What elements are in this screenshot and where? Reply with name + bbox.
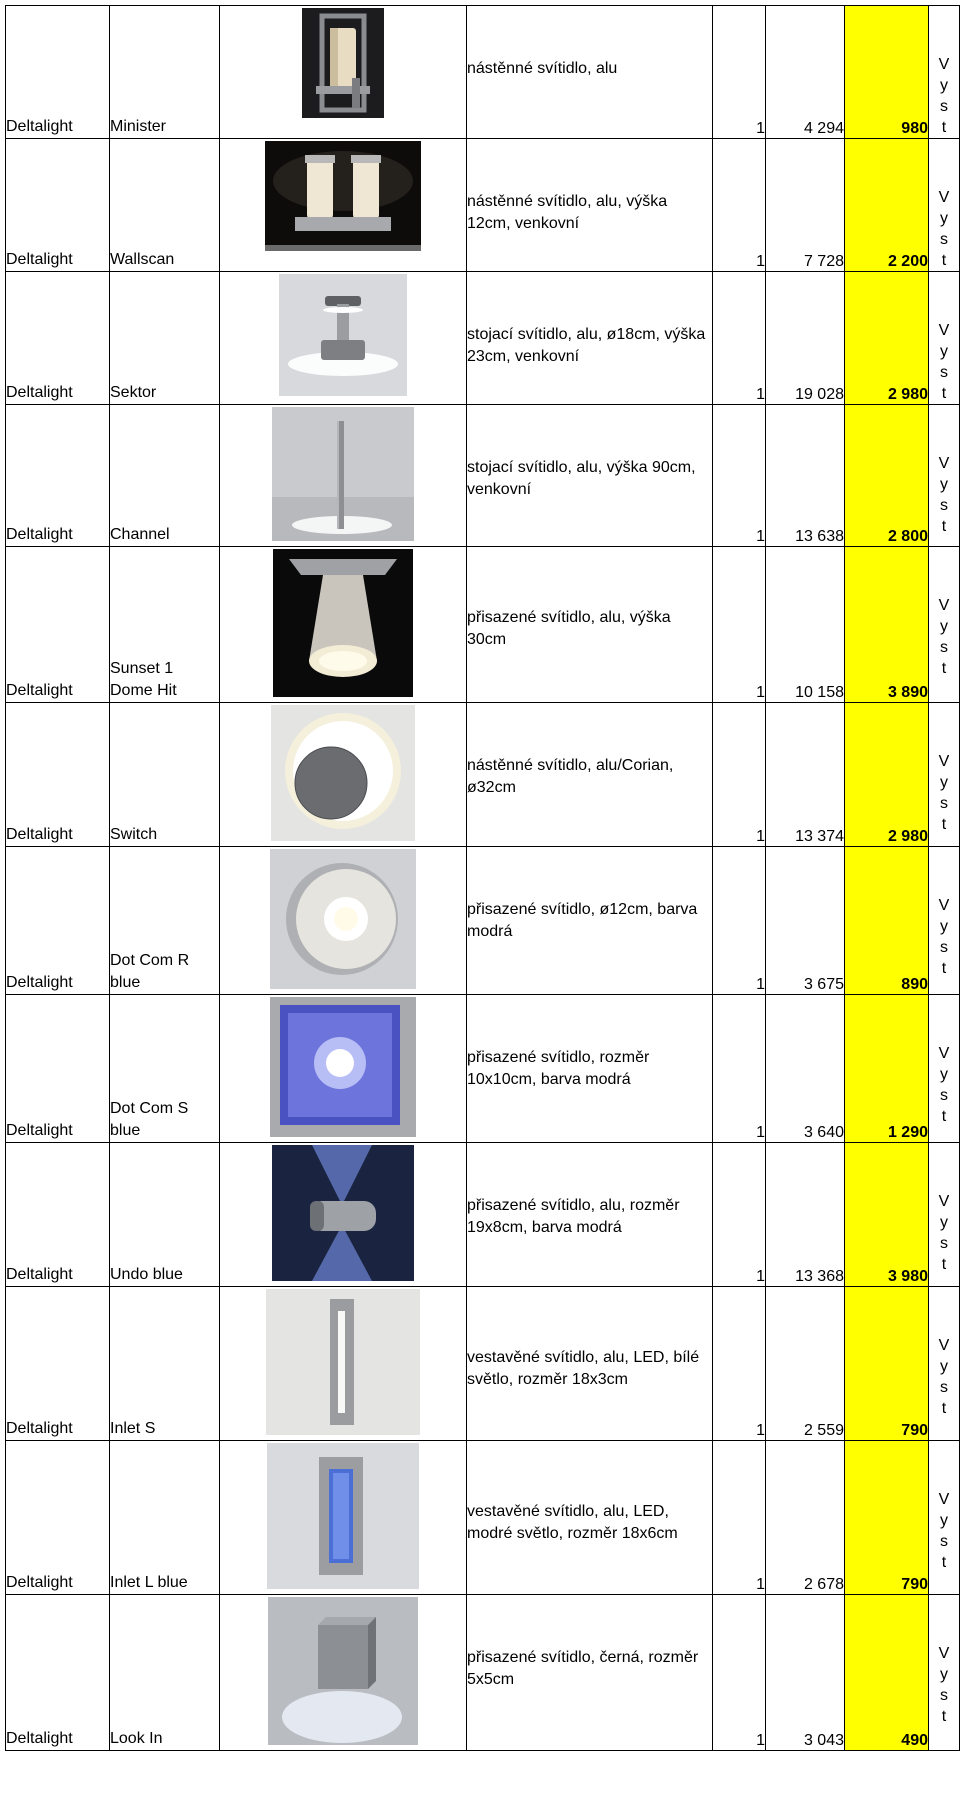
quantity-value: 1: [756, 1576, 765, 1593]
model-label: Wallscan: [110, 251, 175, 268]
availability-label: Vyst: [938, 597, 950, 677]
product-photo: [266, 1289, 420, 1435]
model-cell: [110, 1143, 220, 1287]
list-price-value: 3 675: [803, 976, 844, 993]
description-text: nástěnné svítidlo, alu: [467, 60, 618, 77]
list-price-cell: [766, 1441, 845, 1595]
price-list-table: [5, 5, 960, 1751]
product-photo-cell: [220, 139, 467, 272]
availability-label: Vyst: [938, 753, 950, 833]
availability-cell: [929, 703, 960, 847]
brand-cell: [6, 847, 110, 995]
product-photo: [265, 141, 421, 251]
model-cell: [110, 1441, 220, 1595]
list-price-value: 2 678: [803, 1576, 844, 1593]
brand-label: Deltalight: [6, 118, 73, 135]
quantity-cell: [713, 272, 766, 405]
list-price-value: 19 028: [795, 386, 844, 403]
model-cell: [110, 1287, 220, 1441]
description-cell: [467, 272, 713, 405]
quantity-cell: [713, 6, 766, 139]
model-label: Dome Hit: [110, 682, 177, 699]
description-text: vestavěné svítidlo, alu, LED, bílé světlo, rozměr 18x3cm: [467, 1349, 700, 1388]
product-photo-cell: [220, 1441, 467, 1595]
sale-price-value: 2 980: [887, 828, 928, 845]
description-cell: [467, 1595, 713, 1751]
description-text: vestavěné svítidlo, alu, LED, modré světlo, rozměr 18x6cm: [467, 1503, 678, 1542]
quantity-value: 1: [756, 684, 765, 701]
product-photo: [302, 8, 384, 118]
brand-label: Deltalight: [6, 1420, 73, 1437]
table-row: [6, 272, 960, 405]
model-label: Inlet S: [110, 1420, 156, 1437]
brand-cell: [6, 1595, 110, 1751]
list-price-cell: [766, 6, 845, 139]
table-row: [6, 995, 960, 1143]
brand-label: Deltalight: [6, 682, 73, 699]
model-label: Inlet L blue: [110, 1574, 188, 1591]
model-label: Switch: [110, 826, 158, 843]
model-cell: [110, 6, 220, 139]
list-price-cell: [766, 405, 845, 547]
brand-label: Deltalight: [6, 384, 73, 401]
sale-price-cell: [845, 405, 929, 547]
model-cell: [110, 272, 220, 405]
sale-price-cell: [845, 703, 929, 847]
availability-label: Vyst: [938, 1645, 950, 1725]
list-price-value: 3 640: [803, 1124, 844, 1141]
table-row: [6, 1441, 960, 1595]
product-photo: [270, 997, 416, 1137]
quantity-cell: [713, 847, 766, 995]
availability-cell: [929, 1143, 960, 1287]
list-price-value: 10 158: [795, 684, 844, 701]
product-photo-cell: [220, 405, 467, 547]
table-row: [6, 547, 960, 703]
product-photo: [268, 1597, 418, 1745]
product-photo-cell: [220, 1143, 467, 1287]
product-photo: [272, 407, 414, 541]
quantity-cell: [713, 995, 766, 1143]
sale-price-value: 3 980: [887, 1268, 928, 1285]
brand-label: Deltalight: [6, 526, 73, 543]
quantity-cell: [713, 547, 766, 703]
brand-cell: [6, 272, 110, 405]
description-cell: [467, 1143, 713, 1287]
sale-price-value: 890: [901, 976, 928, 993]
product-photo: [271, 705, 415, 841]
model-label: blue: [110, 974, 141, 991]
quantity-cell: [713, 703, 766, 847]
list-price-cell: [766, 1143, 845, 1287]
model-cell: [110, 1595, 220, 1751]
availability-label: Vyst: [938, 322, 950, 402]
availability-label: Vyst: [938, 897, 950, 977]
product-photo-cell: [220, 6, 467, 139]
model-cell: [110, 847, 220, 995]
description-text: nástěnné svítidlo, alu/Corian, ø32cm: [467, 757, 674, 796]
description-cell: [467, 139, 713, 272]
brand-cell: [6, 703, 110, 847]
list-price-cell: [766, 139, 845, 272]
model-label: Sunset 1: [110, 660, 174, 677]
product-photo: [270, 849, 416, 989]
availability-cell: [929, 139, 960, 272]
list-price-cell: [766, 547, 845, 703]
availability-label: Vyst: [938, 189, 950, 269]
description-cell: [467, 847, 713, 995]
model-cell: [110, 139, 220, 272]
table-row: [6, 1143, 960, 1287]
model-label: Sektor: [110, 384, 157, 401]
brand-label: Deltalight: [6, 1266, 73, 1283]
quantity-value: 1: [756, 1732, 765, 1749]
quantity-cell: [713, 405, 766, 547]
table-row: [6, 847, 960, 995]
quantity-value: 1: [756, 976, 765, 993]
product-photo: [279, 274, 407, 396]
model-label: Dot Com S: [110, 1100, 189, 1117]
model-label: Minister: [110, 118, 167, 135]
sale-price-value: 790: [901, 1422, 928, 1439]
sale-price-cell: [845, 1441, 929, 1595]
brand-label: Deltalight: [6, 974, 73, 991]
quantity-cell: [713, 1595, 766, 1751]
list-price-cell: [766, 995, 845, 1143]
availability-cell: [929, 1595, 960, 1751]
table-row: [6, 703, 960, 847]
table-row: [6, 1287, 960, 1441]
availability-label: Vyst: [938, 455, 950, 535]
quantity-cell: [713, 1287, 766, 1441]
product-photo-cell: [220, 272, 467, 405]
sale-price-cell: [845, 1595, 929, 1751]
product-photo: [267, 1443, 419, 1589]
availability-cell: [929, 272, 960, 405]
list-price-value: 7 728: [803, 253, 844, 270]
description-text: přisazené svítidlo, rozměr 10x10cm, barva modrá: [467, 1049, 650, 1088]
table-row: [6, 405, 960, 547]
description-cell: [467, 1441, 713, 1595]
brand-cell: [6, 139, 110, 272]
table-row: [6, 6, 960, 139]
model-label: Channel: [110, 526, 170, 543]
list-price-value: 4 294: [803, 120, 844, 137]
quantity-value: 1: [756, 1124, 765, 1141]
quantity-cell: [713, 1143, 766, 1287]
table-row: [6, 139, 960, 272]
quantity-value: 1: [756, 828, 765, 845]
availability-cell: [929, 6, 960, 139]
quantity-value: 1: [756, 253, 765, 270]
sale-price-value: 2 980: [887, 386, 928, 403]
availability-cell: [929, 1287, 960, 1441]
list-price-cell: [766, 703, 845, 847]
product-photo-cell: [220, 547, 467, 703]
availability-cell: [929, 995, 960, 1143]
model-cell: [110, 547, 220, 703]
quantity-value: 1: [756, 1422, 765, 1439]
availability-label: Vyst: [938, 1045, 950, 1125]
model-label: Look In: [110, 1730, 163, 1747]
brand-label: Deltalight: [6, 1122, 73, 1139]
list-price-cell: [766, 1595, 845, 1751]
sale-price-cell: [845, 1143, 929, 1287]
model-label: blue: [110, 1122, 141, 1139]
description-text: stojací svítidlo, alu, ø18cm, výška 23cm, venkovní: [467, 326, 706, 365]
description-cell: [467, 547, 713, 703]
availability-cell: [929, 547, 960, 703]
brand-cell: [6, 405, 110, 547]
sale-price-cell: [845, 6, 929, 139]
model-cell: [110, 405, 220, 547]
product-photo: [272, 1145, 414, 1281]
list-price-value: 3 043: [803, 1732, 844, 1749]
sale-price-value: 2 200: [887, 253, 928, 270]
sale-price-value: 790: [901, 1576, 928, 1593]
brand-cell: [6, 1441, 110, 1595]
description-cell: [467, 6, 713, 139]
sale-price-cell: [845, 139, 929, 272]
brand-label: Deltalight: [6, 1574, 73, 1591]
quantity-value: 1: [756, 528, 765, 545]
product-photo: [273, 549, 413, 697]
product-photo-cell: [220, 995, 467, 1143]
availability-label: Vyst: [938, 56, 950, 136]
brand-label: Deltalight: [6, 251, 73, 268]
description-text: přisazené svítidlo, ø12cm, barva modrá: [467, 901, 698, 940]
product-photo-cell: [220, 847, 467, 995]
quantity-cell: [713, 1441, 766, 1595]
table-body: [6, 6, 960, 1751]
availability-cell: [929, 847, 960, 995]
description-text: přisazené svítidlo, alu, rozměr 19x8cm, barva modrá: [467, 1197, 680, 1236]
description-text: přisazené svítidlo, černá, rozměr 5x5cm: [467, 1649, 699, 1688]
sale-price-value: 490: [901, 1732, 928, 1749]
table-row: [6, 1595, 960, 1751]
availability-cell: [929, 1441, 960, 1595]
description-cell: [467, 995, 713, 1143]
description-text: stojací svítidlo, alu, výška 90cm, venkovní: [467, 459, 696, 498]
sale-price-cell: [845, 272, 929, 405]
sale-price-cell: [845, 847, 929, 995]
sale-price-cell: [845, 1287, 929, 1441]
description-text: přisazené svítidlo, alu, výška 30cm: [467, 609, 671, 648]
sale-price-cell: [845, 995, 929, 1143]
availability-label: Vyst: [938, 1337, 950, 1417]
quantity-value: 1: [756, 120, 765, 137]
brand-label: Deltalight: [6, 826, 73, 843]
list-price-cell: [766, 1287, 845, 1441]
model-cell: [110, 995, 220, 1143]
list-price-value: 13 368: [795, 1268, 844, 1285]
description-cell: [467, 1287, 713, 1441]
sale-price-value: 2 800: [887, 528, 928, 545]
brand-cell: [6, 1287, 110, 1441]
sale-price-value: 3 890: [887, 684, 928, 701]
brand-cell: [6, 6, 110, 139]
list-price-cell: [766, 847, 845, 995]
description-cell: [467, 703, 713, 847]
quantity-value: 1: [756, 1268, 765, 1285]
availability-cell: [929, 405, 960, 547]
quantity-cell: [713, 139, 766, 272]
availability-label: Vyst: [938, 1491, 950, 1571]
model-label: Undo blue: [110, 1266, 183, 1283]
list-price-cell: [766, 272, 845, 405]
sale-price-value: 980: [901, 120, 928, 137]
availability-label: Vyst: [938, 1193, 950, 1273]
brand-label: Deltalight: [6, 1730, 73, 1747]
sale-price-value: 1 290: [887, 1124, 928, 1141]
brand-cell: [6, 995, 110, 1143]
product-photo-cell: [220, 1287, 467, 1441]
product-photo-cell: [220, 703, 467, 847]
product-photo-cell: [220, 1595, 467, 1751]
brand-cell: [6, 1143, 110, 1287]
list-price-value: 2 559: [803, 1422, 844, 1439]
description-text: nástěnné svítidlo, alu, výška 12cm, venkovní: [467, 193, 668, 232]
model-label: Dot Com R: [110, 952, 190, 969]
list-price-value: 13 638: [795, 528, 844, 545]
sale-price-cell: [845, 547, 929, 703]
description-cell: [467, 405, 713, 547]
quantity-value: 1: [756, 386, 765, 403]
list-price-value: 13 374: [795, 828, 844, 845]
brand-cell: [6, 547, 110, 703]
model-cell: [110, 703, 220, 847]
